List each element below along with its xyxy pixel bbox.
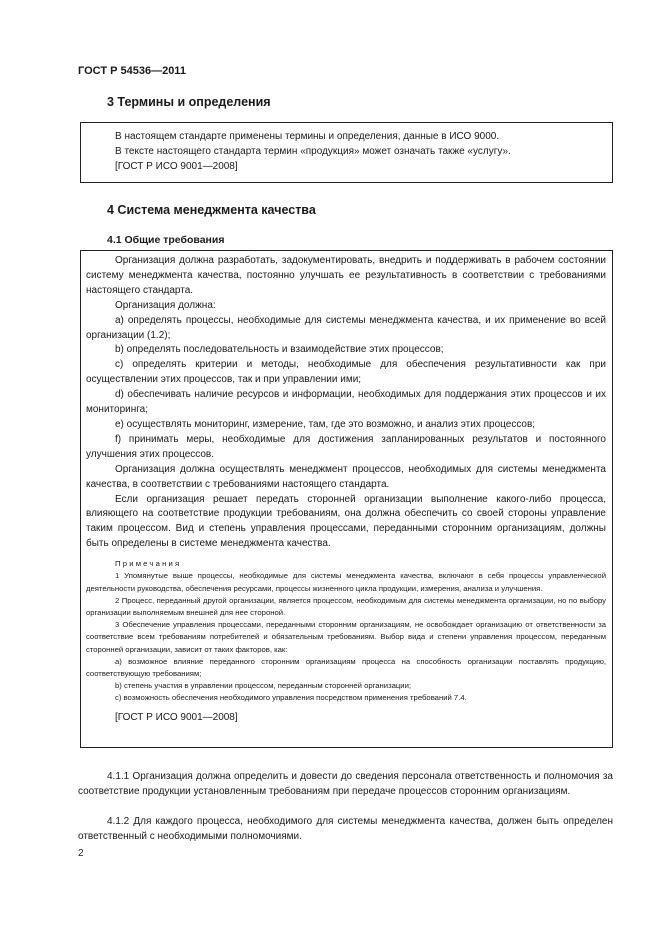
requirement-paragraph: Если организация решает передать сторонней организации выполнение какого-либо процесса, влияющего на соответствие продукции требованиям, она должна обеспечить со своей стороны управление таким процессом. Вид и степень управления процессами, переданными сторонним организациям, должны быть определены в системе менеджмента качества.	[86, 493, 606, 550]
requirement-item: a) определять процессы, необходимые для системы менеджмента качества, и их применение во всей организации (1.2);	[86, 314, 606, 341]
box-line: В тексте настоящего стандарта термин «продукция» может означать также «услугу».	[115, 145, 511, 157]
requirement-item: e) осуществлять мониторинг, измерение, там, где это возможно, и анализ этих процессов;	[115, 418, 536, 430]
paragraph-4-1-2: 4.1.2 Для каждого процесса, необходимого для системы менеджмента качества, должен быть определен ответственный с необходимыми полномочиями.	[78, 816, 613, 842]
requirement-paragraph: Организация должна осуществлять менеджмент процессов, необходимых для системы менеджмента качества, в соответствии с требованиями настоящего стандарта.	[86, 463, 606, 490]
note-item: c) возможность обеспечения необходимого управления посредством применения требований 7.4.	[115, 693, 467, 703]
requirement-item: b) определять последовательность и взаимодействие этих процессов;	[115, 344, 444, 356]
note-item: a) возможное влияние переданного сторонним организациям процесса на способность организации поставлять продукцию, соответствующую требованиям;	[86, 656, 606, 678]
box-line: В настоящем стандарте применены термины и определения, данные в ИСО 9000.	[115, 131, 500, 142]
paragraph-4-1-1: 4.1.1 Организация должна определить и довести до сведения персонала ответственность и полномочия за соответствие продукции установленным требованиям при передаче процессов сторонним организациям.	[78, 771, 613, 797]
box-reference: [ГОСТ Р ИСО 9001—2008]	[115, 711, 238, 723]
note-item: 2 Процесс, переданный другой организации, является процессом, необходимым для системы менеджмента организации, но по выбору организации выполняемым внешней для нее стороной.	[86, 595, 606, 617]
note-item: b) степень участия в управлении процессом, переданным сторонней организации;	[115, 681, 412, 691]
requirement-item: c) определять критерии и методы, необходимые для обеспечения результативности как при осуществлении этих процессов, так и при управлении ими;	[86, 359, 606, 386]
section-3-quote-box	[80, 122, 613, 183]
requirement-item: d) обеспечивать наличие ресурсов и информации, необходимых для поддержания этих процессов и их мониторинга;	[86, 389, 606, 416]
requirement-paragraph: Организация должна разработать, задокументировать, внедрить и поддерживать в рабочем состоянии систему менеджмента качества, постоянно улучшать ее результативность в соответствии с требованиями настоящего стандарта.	[86, 255, 606, 296]
document-code-header: ГОСТ Р 54536—2011	[78, 65, 186, 77]
page-number: 2	[78, 848, 84, 859]
note-item: 1 Упомянутые выше процессы, необходимые для системы менеджмента качества, включают в себя процессы управленческой деятельности руководства, обеспечения ресурсами, процессы жизненного цикла продукции, измерения, анализа и улучшения.	[86, 571, 606, 593]
requirement-paragraph: Организация должна:	[115, 299, 216, 311]
notes-title: Примечания	[115, 559, 182, 569]
section-4-title: 4 Система менеджмента качества	[107, 203, 316, 217]
section-4-1-quote-box	[80, 250, 613, 748]
subsection-4-1-title: 4.1 Общие требования	[107, 234, 225, 246]
note-item: 3 Обеспечение управления процессами, переданными сторонним организациям, не освобождает организацию от ответственности за соответствие всем требованиям потребителей и обязательным требованиям. Выбор вида и степени управления процессом, переданным сторонней организации, зависит от таких факторов, как:	[86, 620, 606, 654]
requirement-item: f) принимать меры, необходимые для достижения запланированных результатов и постоянного улучшения этих процессов.	[86, 433, 606, 460]
box-reference: [ГОСТ Р ИСО 9001—2008]	[115, 160, 238, 172]
section-3-title: 3 Термины и определения	[107, 95, 271, 109]
